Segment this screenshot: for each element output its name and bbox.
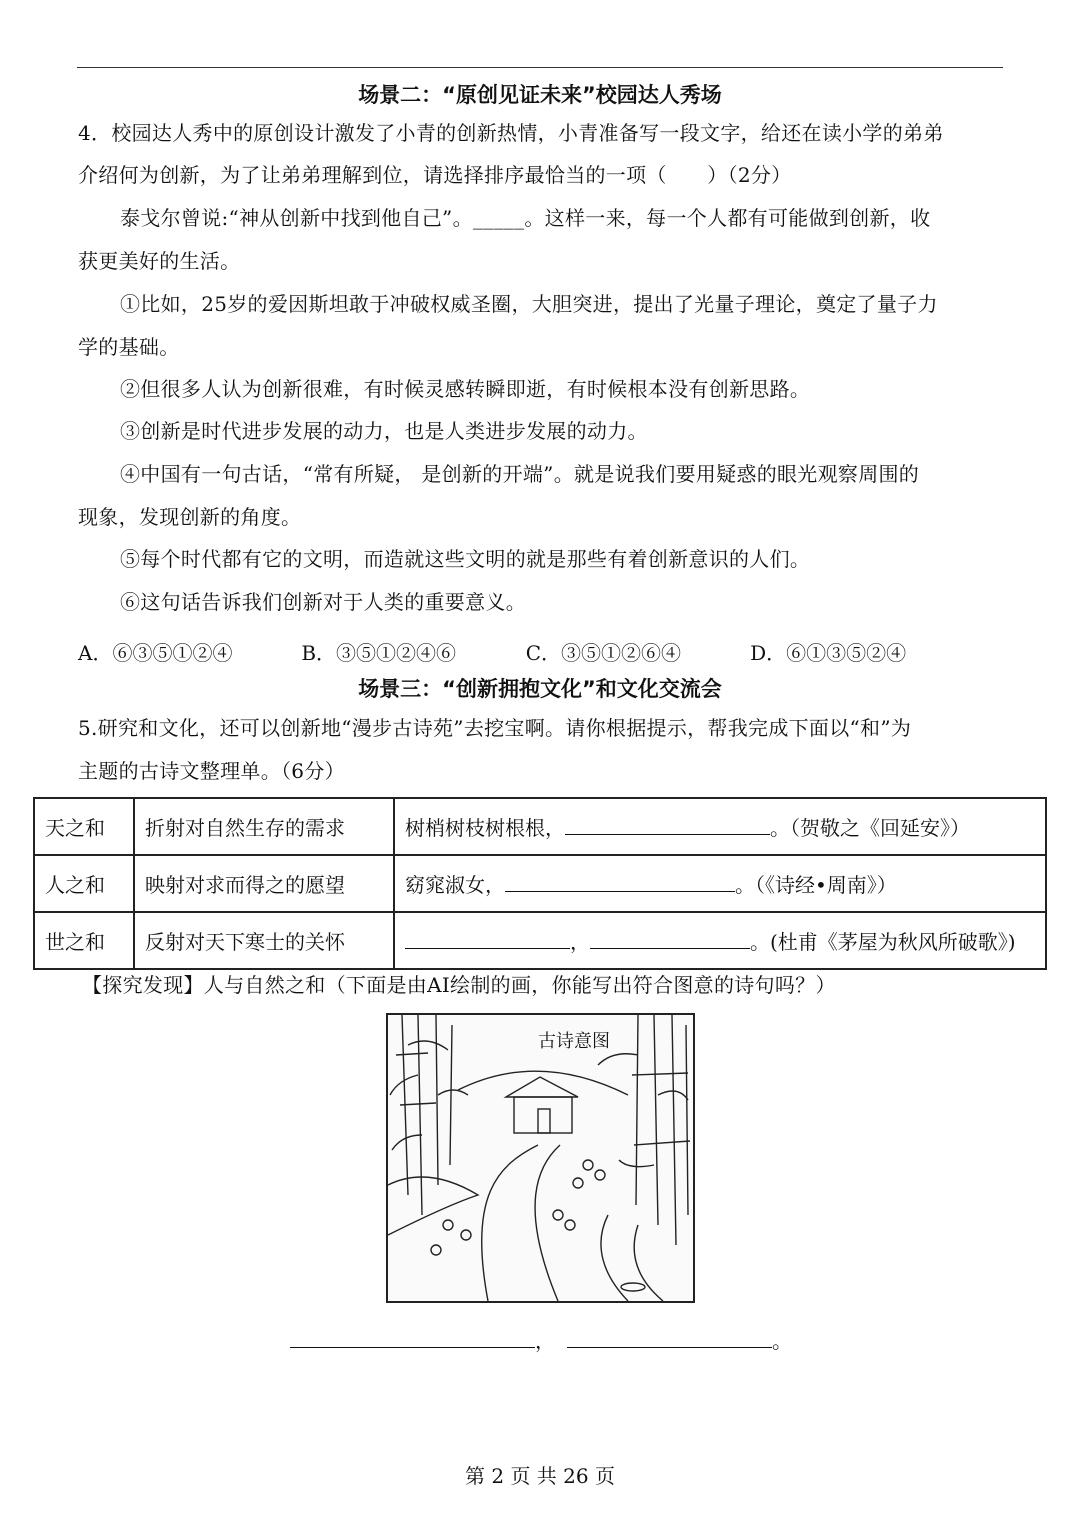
answer-comma: ，: [535, 1329, 555, 1353]
poem-prefix: 树梢树枝树根根，: [405, 816, 565, 840]
answer-line: [290, 1325, 792, 1354]
option-b[interactable]: B．③⑤①②④⑥: [301, 641, 457, 665]
answer-blank[interactable]: [565, 816, 770, 835]
row-desc: 反射对天下寒士的关怀: [134, 912, 394, 969]
landscape-illustration: [388, 1015, 693, 1301]
q4-sentence-1-line1: ①比如，25岁的爱因斯坦敢于冲破权威圣圈，大胆突进，提出了光量子理论，奠定了量子力: [120, 292, 938, 316]
top-rule: [77, 67, 1003, 68]
table-row: [34, 855, 1046, 912]
picture-caption: 古诗意图: [538, 1031, 610, 1052]
option-a[interactable]: A．⑥③⑤①②④: [78, 641, 233, 665]
q4-passage-line2: 获更美好的生活。: [78, 249, 241, 273]
answer-period: 。: [772, 1329, 792, 1353]
poem-comma: ，: [570, 930, 590, 954]
poem-source: 。（《诗经•周南》）: [735, 873, 897, 897]
poem-source: 。（贺敬之《回延安》）: [770, 816, 970, 840]
row-desc: 映射对求而得之的愿望: [134, 855, 394, 912]
poem-prefix: 窈窕淑女，: [405, 873, 505, 897]
q5-stem-line1: 5.研究和文化，还可以创新地“漫步古诗苑”去挖宝啊。请你根据提示，帮我完成下面以“和”为: [78, 716, 912, 740]
ai-drawing: [386, 1013, 695, 1303]
row-poem: [394, 912, 1046, 969]
poem-source: 。(杜甫《茅屋为秋风所破歌》): [750, 930, 1016, 954]
explore-prompt: 【探究发现】人与自然之和（下面是由AI绘制的画，你能写出符合图意的诗句吗？）: [82, 973, 836, 997]
q4-sentence-2: ②但很多人认为创新很难，有时候灵感转瞬即逝，有时候根本没有创新思路。: [120, 377, 811, 401]
row-name: 人之和: [34, 855, 134, 912]
answer-blank[interactable]: [567, 1329, 772, 1348]
q5-stem-line2: 主题的古诗文整理单。（6分）: [78, 759, 345, 783]
q4-sentence-3: ③创新是时代进步发展的动力，也是人类进步发展的动力。: [120, 419, 648, 443]
q4-passage-line1: 泰戈尔曾说:“神从创新中找到他自己”。_____。这样一来，每一个人都有可能做到创新，收: [120, 206, 931, 230]
q4-stem-line1: 4．校园达人秀中的原创设计激发了小青的创新热情，小青准备写一段文字，给还在读小学的弟弟: [78, 121, 944, 145]
poem-table: [33, 797, 1047, 970]
row-name: 天之和: [34, 798, 134, 855]
scene2-title: 场景二：“原创见证未来”校园达人秀场: [358, 83, 722, 107]
q4-sentence-5: ⑤每个时代都有它的文明，而造就这些文明的就是那些有着创新意识的人们。: [120, 547, 811, 571]
answer-blank[interactable]: [505, 873, 735, 892]
option-d[interactable]: D．⑥①③⑤②④: [750, 641, 907, 665]
row-desc: 折射对自然生存的需求: [134, 798, 394, 855]
q4-sentence-4-line1: ④中国有一句古话，“常有所疑， 是创新的开端”。就是说我们要用疑惑的眼光观察周围的: [120, 462, 920, 486]
answer-blank[interactable]: [590, 930, 750, 949]
scene3-title: 场景三：“创新拥抱文化”和文化交流会: [358, 677, 722, 701]
q4-sentence-1-line2: 学的基础。: [78, 335, 180, 359]
q4-options: [78, 637, 906, 666]
table-row: [34, 798, 1046, 855]
option-c[interactable]: C．③⑤①②⑥④: [525, 641, 682, 665]
q4-sentence-4-line2: 现象，发现创新的角度。: [78, 505, 302, 529]
page-footer: 第 2 页 共 26 页: [465, 1464, 615, 1488]
row-poem: [394, 798, 1046, 855]
answer-blank[interactable]: [290, 1329, 535, 1348]
row-name: 世之和: [34, 912, 134, 969]
row-poem: [394, 855, 1046, 912]
table-row: [34, 912, 1046, 969]
q4-stem-line2: 介绍何为创新，为了让弟弟理解到位，请选择排序最恰当的一项（ ）（2分）: [78, 163, 792, 187]
q4-sentence-6: ⑥这句话告诉我们创新对于人类的重要意义。: [120, 590, 526, 614]
answer-blank[interactable]: [405, 930, 570, 949]
